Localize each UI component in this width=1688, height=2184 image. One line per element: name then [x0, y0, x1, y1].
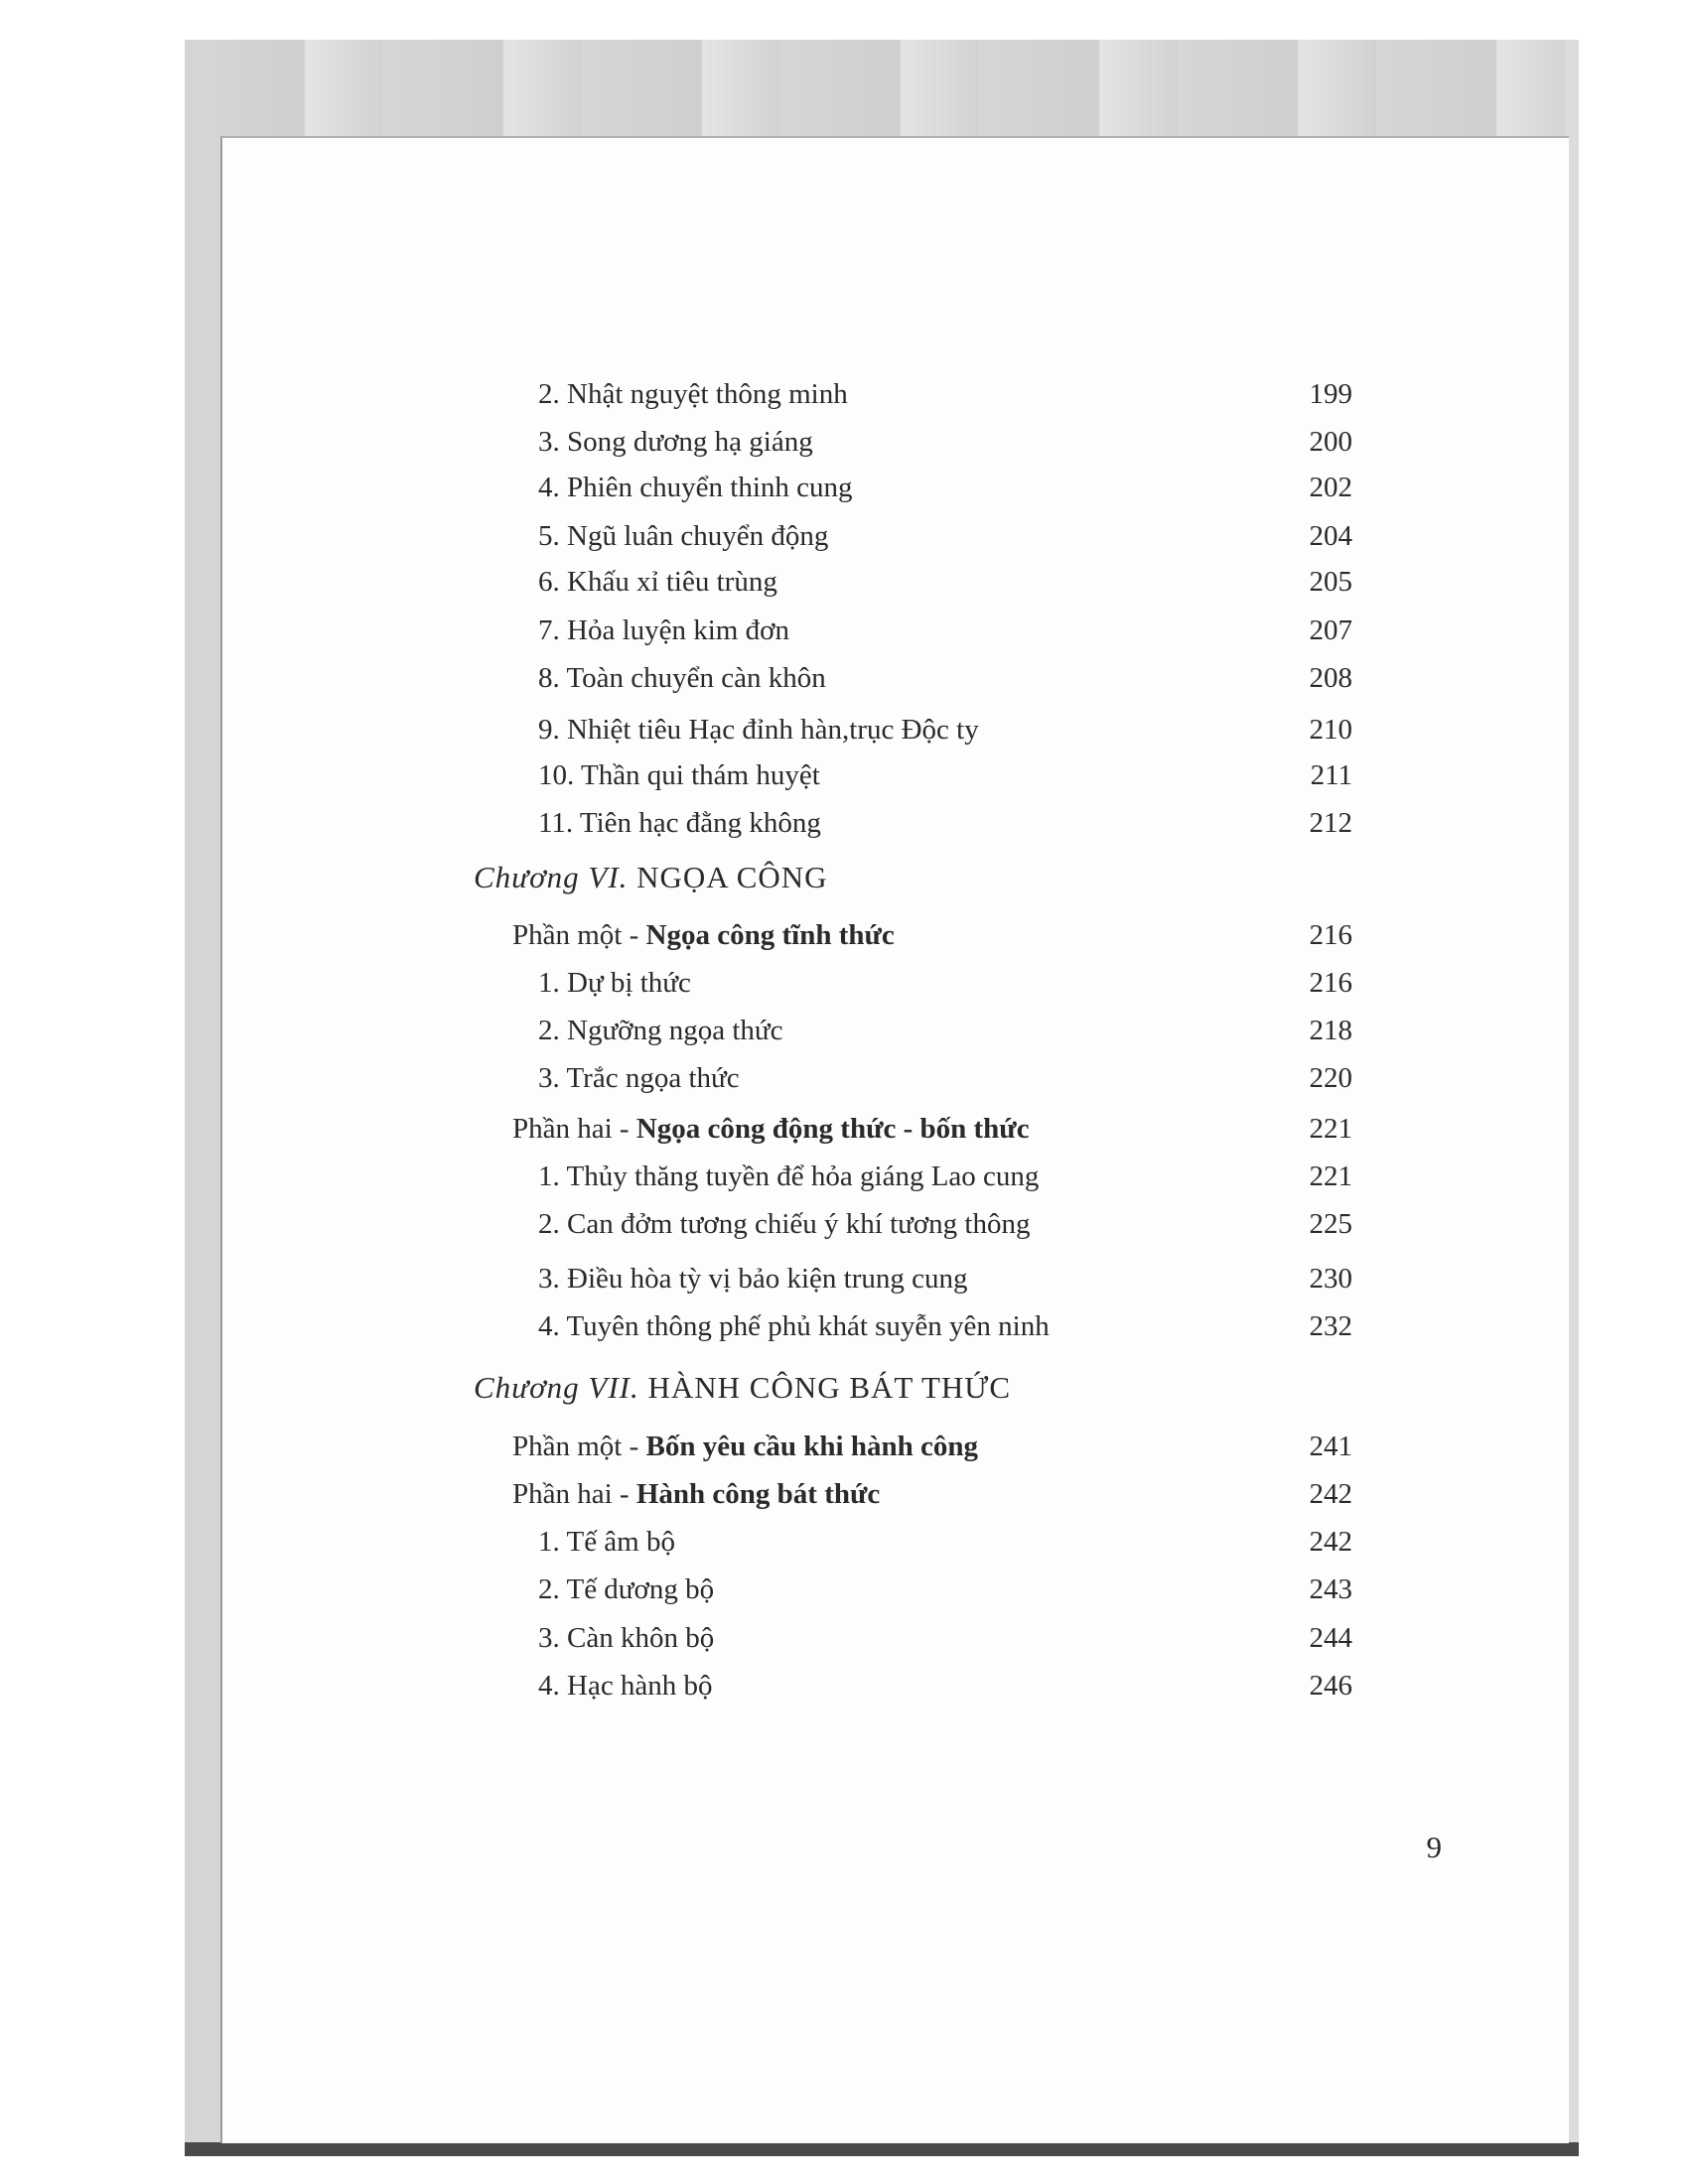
- toc-item: [222, 1257, 1569, 1300]
- toc-part-entry: [222, 913, 1569, 957]
- toc-part-entry: [222, 1107, 1569, 1151]
- toc-item-label: 9. Nhiệt tiêu Hạc đỉnh hàn,trục Độc ty: [538, 714, 979, 746]
- toc-item-label: 4. Hạc hành bộ: [538, 1670, 713, 1702]
- part-prefix: Phần hai -: [512, 1113, 636, 1145]
- table-of-contents: [222, 138, 1569, 2143]
- toc-page-number: 205: [1309, 566, 1352, 598]
- toc-item: [222, 1616, 1569, 1660]
- chapter-name: HÀNH CÔNG BÁT THỨC: [647, 1370, 1012, 1405]
- toc-item: [222, 560, 1569, 604]
- toc-page-number: 216: [1309, 967, 1352, 999]
- scan-background-bottom: [185, 2142, 1579, 2156]
- toc-item: [222, 466, 1569, 509]
- chapter-prefix: Chương VI.: [474, 860, 629, 894]
- chapter-prefix: Chương VII.: [474, 1370, 639, 1405]
- toc-item-label: 4. Phiên chuyển thinh cung: [538, 472, 853, 503]
- toc-item-label: 1. Tế âm bộ: [538, 1526, 675, 1558]
- toc-item: [222, 1520, 1569, 1564]
- toc-item-label: 5. Ngũ luân chuyển động: [538, 520, 829, 552]
- part-name: Hành công bát thức: [635, 1478, 881, 1510]
- toc-page-number: 208: [1309, 662, 1352, 694]
- toc-page-number: 202: [1309, 472, 1352, 503]
- toc-item-label: 3. Song dương hạ giáng: [538, 426, 813, 458]
- toc-page-number: 242: [1309, 1526, 1352, 1558]
- toc-item: [222, 1155, 1569, 1198]
- toc-part-entry: [222, 1425, 1569, 1468]
- scan-background-top: [185, 40, 1579, 139]
- toc-page-number: 232: [1309, 1310, 1352, 1342]
- toc-page-number: 210: [1309, 714, 1352, 746]
- toc-page-number: 221: [1309, 1160, 1352, 1192]
- toc-page-number: 220: [1309, 1062, 1352, 1094]
- toc-item-label: 6. Khấu xỉ tiêu trùng: [538, 566, 777, 598]
- part-prefix: Phần một -: [512, 919, 646, 951]
- toc-item-label: 2. Can đởm tương chiếu ý khí tương thông: [538, 1208, 1031, 1240]
- toc-item: [222, 753, 1569, 797]
- part-name: Bốn yêu cầu khi hành công: [645, 1431, 978, 1462]
- toc-item-label: 7. Hỏa luyện kim đơn: [538, 614, 789, 646]
- toc-item: [222, 1202, 1569, 1246]
- part-title: [512, 1107, 1030, 1151]
- document-page: [220, 136, 1569, 2143]
- toc-part-entry: [222, 1472, 1569, 1516]
- toc-item: [222, 708, 1569, 751]
- toc-item: [222, 1568, 1569, 1611]
- toc-item-label: 2. Nhật nguyệt thông minh: [538, 378, 848, 410]
- part-title: [512, 1425, 978, 1468]
- toc-page-number: 211: [1310, 759, 1352, 791]
- toc-page-number: 218: [1309, 1015, 1352, 1046]
- toc-item: [222, 1664, 1569, 1707]
- toc-item: [222, 801, 1569, 845]
- toc-item: [222, 1009, 1569, 1052]
- scan-background-left: [185, 40, 220, 2154]
- toc-page-number: 221: [1309, 1113, 1352, 1145]
- toc-page-number: 244: [1309, 1622, 1352, 1654]
- part-prefix: Phần hai -: [512, 1478, 636, 1510]
- toc-item-label: 1. Dự bị thức: [538, 967, 691, 999]
- chapter-title: [474, 856, 828, 899]
- toc-page-number: 246: [1309, 1670, 1352, 1702]
- toc-chapter-heading: [222, 1366, 1569, 1410]
- chapter-name: NGỌA CÔNG: [636, 860, 828, 894]
- toc-page-number: 241: [1309, 1431, 1352, 1462]
- toc-item-label: 3. Trắc ngọa thức: [538, 1062, 740, 1094]
- toc-item: [222, 514, 1569, 558]
- toc-item-label: 2. Tế dương bộ: [538, 1573, 715, 1605]
- part-prefix: Phần một -: [512, 1431, 646, 1462]
- part-title: [512, 913, 895, 957]
- part-name: Ngọa công động thức - bốn thức: [635, 1113, 1030, 1145]
- toc-page-number: 199: [1309, 378, 1352, 410]
- toc-item-label: 10. Thần qui thám huyệt: [538, 759, 820, 791]
- part-title: [512, 1472, 880, 1516]
- toc-item: [222, 372, 1569, 416]
- toc-item-label: 8. Toàn chuyển càn khôn: [538, 662, 826, 694]
- toc-page-number: 200: [1309, 426, 1352, 458]
- toc-item: [222, 961, 1569, 1005]
- toc-item: [222, 1056, 1569, 1100]
- toc-page-number: 230: [1309, 1263, 1352, 1295]
- part-name: Ngọa công tĩnh thức: [645, 919, 895, 951]
- toc-chapter-heading: [222, 856, 1569, 899]
- toc-item: [222, 609, 1569, 652]
- toc-item-label: 11. Tiên hạc đằng không: [538, 807, 821, 839]
- toc-item: [222, 420, 1569, 464]
- toc-item: [222, 1304, 1569, 1348]
- toc-item: [222, 656, 1569, 700]
- toc-page-number: 242: [1309, 1478, 1352, 1510]
- toc-page-number: 212: [1309, 807, 1352, 839]
- toc-item-label: 3. Càn khôn bộ: [538, 1622, 715, 1654]
- toc-page-number: 243: [1309, 1573, 1352, 1605]
- toc-item-label: 2. Ngưỡng ngọa thức: [538, 1015, 783, 1046]
- toc-item-label: 3. Điều hòa tỳ vị bảo kiện trung cung: [538, 1263, 968, 1295]
- toc-item-label: 4. Tuyên thông phế phủ khát suyễn yên ninh: [538, 1310, 1050, 1342]
- toc-page-number: 204: [1309, 520, 1352, 552]
- chapter-title: [474, 1366, 1011, 1410]
- page-number: 9: [1426, 1830, 1442, 1864]
- toc-page-number: 225: [1309, 1208, 1352, 1240]
- toc-page-number: 207: [1309, 614, 1352, 646]
- toc-page-number: 216: [1309, 919, 1352, 951]
- toc-item-label: 1. Thủy thăng tuyền để hỏa giáng Lao cung: [538, 1160, 1040, 1192]
